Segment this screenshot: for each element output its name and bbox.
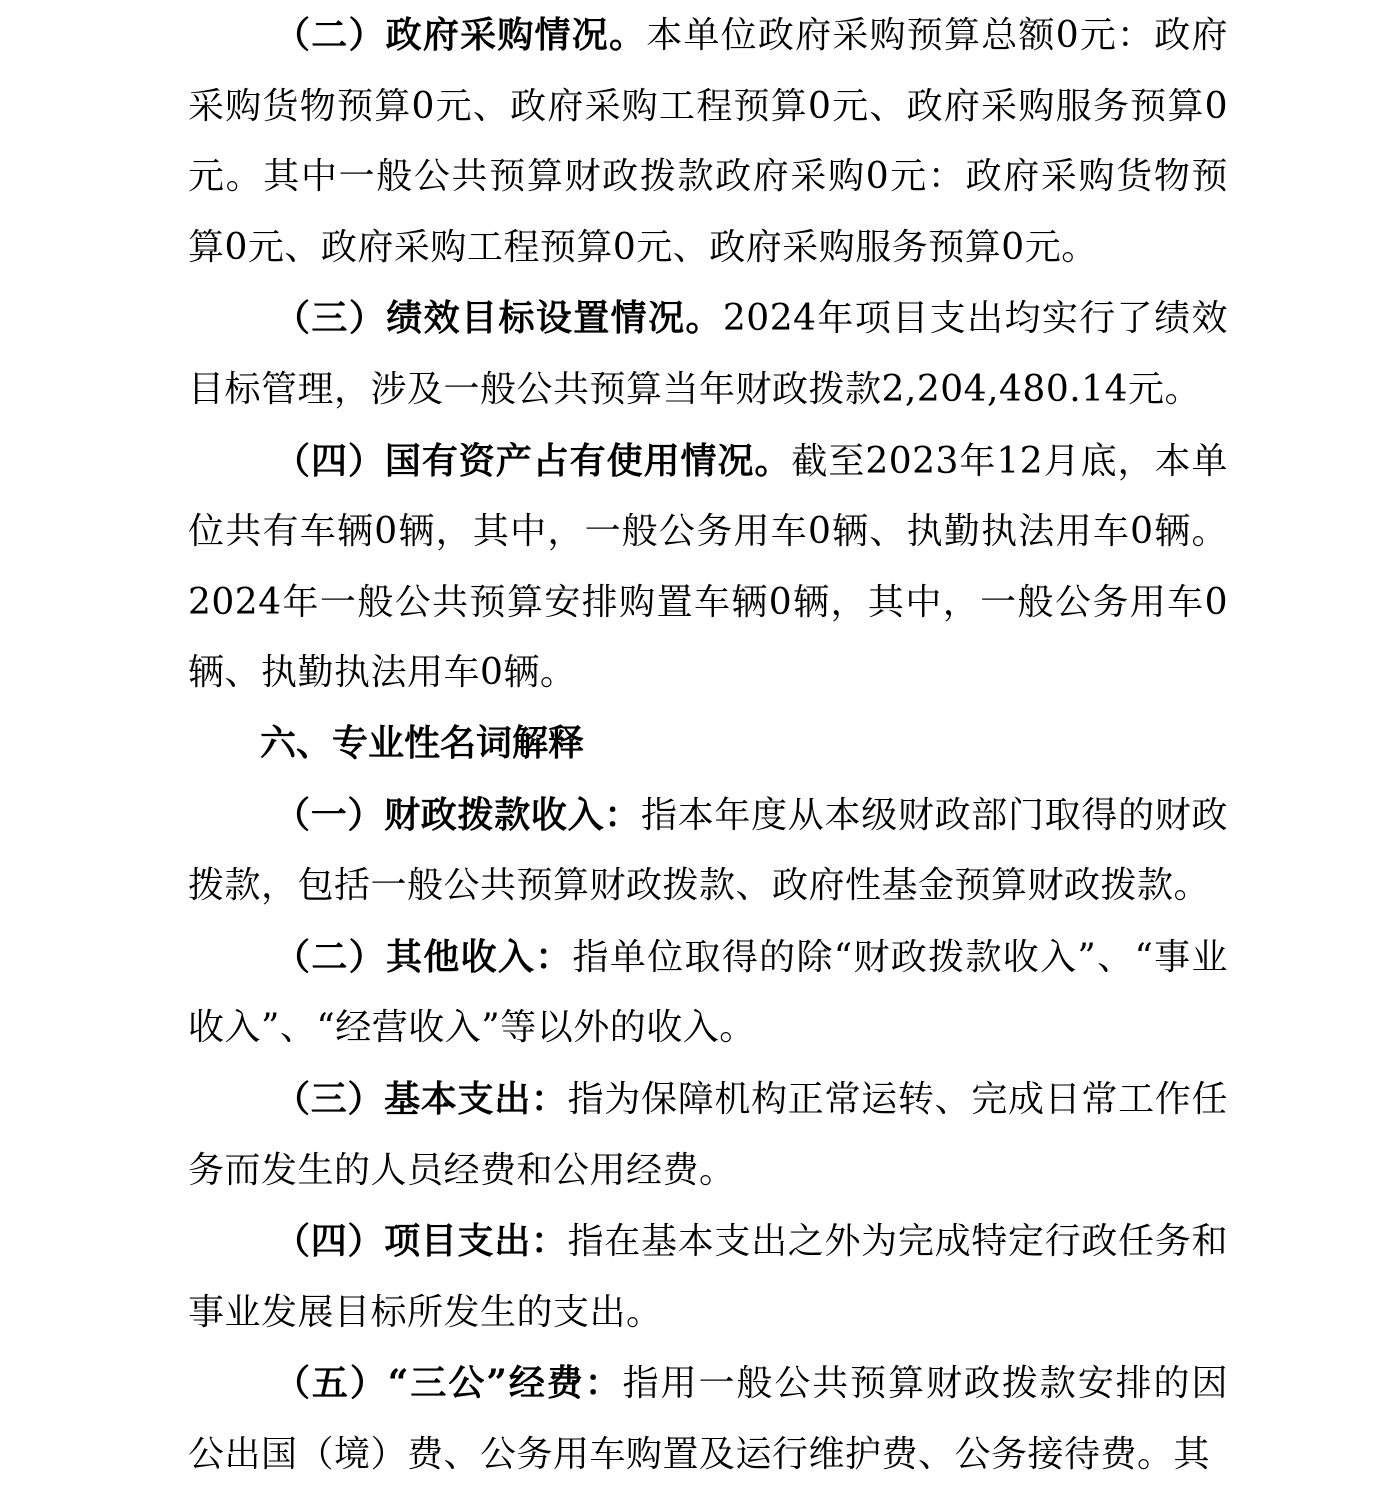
paragraph-label: （四）项目支出： — [274, 1220, 568, 1263]
paragraph-label: （二）其他收入： — [274, 935, 573, 978]
paragraph-label: （三）绩效目标设置情况。 — [274, 297, 723, 340]
paragraph-text: 2024年项目支出均实行了绩效目标管理，涉及一般公共预算当年财政拨款2,204,480.14元。 — [188, 298, 1228, 410]
paragraph-basic-expenditure — [188, 1064, 1228, 1206]
paragraph-fiscal-appropriation-income — [188, 780, 1228, 922]
paragraph-label: （二）政府采购情况。 — [274, 14, 647, 56]
paragraph-label: （一）财政拨款收入： — [274, 793, 641, 836]
paragraph-three-public-expenses — [188, 1348, 1228, 1490]
section-heading: 六、专业性名词解释 — [260, 722, 585, 764]
paragraph-text: 指本年度从本级财政部门取得的财政拨款，包括一般公共预算财政拨款、政府性基金预算财政拨款。 — [188, 794, 1228, 907]
paragraph-label: （三）基本支出： — [274, 1077, 568, 1120]
document-page — [188, 0, 1228, 1490]
paragraph-text: 截至2023年12月底，本单位共有车辆0辆，其中，一般公务用车0辆、执勤执法用车0辆。2024年一般公共预算安排购置车辆0辆，其中，一般公务用车0辆、执勤执法用车0辆。 — [188, 440, 1228, 694]
paragraph-text: 指用一般公共预算财政拨款安排的因公出国（境）费、公务用车购置及运行维护费、公务接待费。其 — [188, 1363, 1228, 1475]
paragraph-text: 指为保障机构正常运转、完成日常工作任务而发生的人员经费和公用经费。 — [188, 1078, 1228, 1191]
paragraph-performance-targets — [188, 283, 1228, 425]
paragraph-other-income — [188, 922, 1228, 1064]
paragraph-text: 指单位取得的除“财政拨款收入”、“事业收入”、“经营收入”等以外的收入。 — [188, 936, 1228, 1049]
paragraph-label: （五）“三公”经费： — [274, 1362, 623, 1405]
paragraph-project-expenditure — [188, 1206, 1228, 1348]
paragraph-label: （四）国有资产占有使用情况。 — [274, 439, 792, 482]
paragraph-state-assets — [188, 426, 1228, 709]
paragraph-text: 本单位政府采购预算总额0元：政府采购货物预算0元、政府采购工程预算0元、政府采购服务预算0元。其中一般公共预算财政拨款政府采购0元：政府采购货物预算0元、政府采购工程预算0元、政府采购服务预算0元。 — [188, 15, 1228, 268]
paragraph-government-procurement — [188, 0, 1228, 283]
paragraph-text: 指在基本支出之外为完成特定行政任务和事业发展目标所发生的支出。 — [188, 1221, 1228, 1333]
